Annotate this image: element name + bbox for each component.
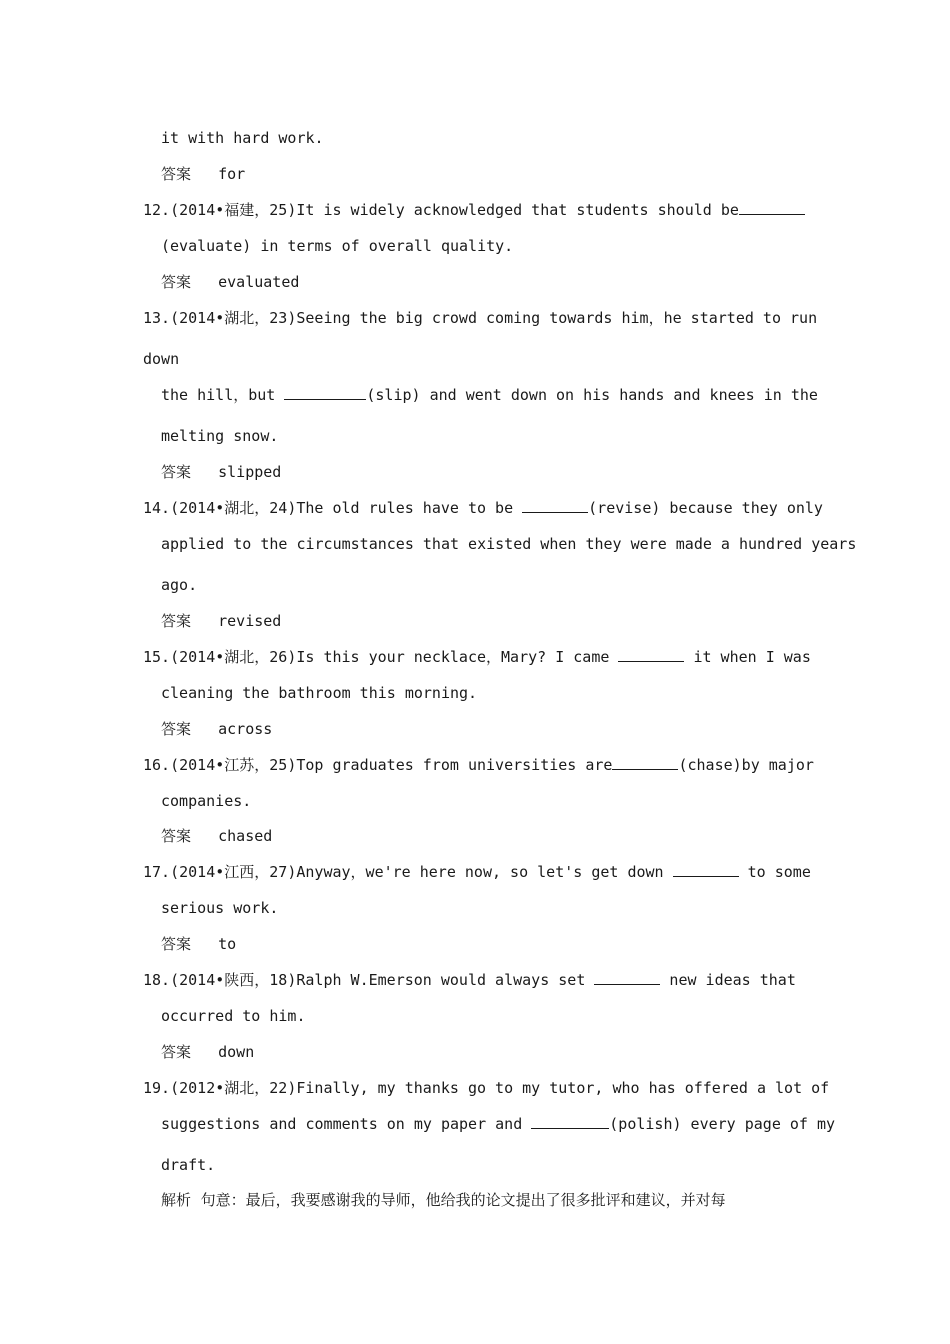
answer-row	[161, 934, 236, 954]
question-text: (slip) and went down on his hands and knees in the	[366, 386, 818, 404]
answer-blank	[284, 385, 366, 400]
question-number: 12.	[143, 201, 171, 219]
answer-value: chased	[218, 827, 273, 845]
analysis-text: 句意：最后，我要感谢我的导师，他给我的论文提出了很多批评和建议，并对每	[200, 1191, 726, 1209]
answer-blank	[618, 647, 684, 662]
question-text: (revise) because they only	[588, 499, 823, 517]
question-12	[143, 200, 805, 220]
answer-value: across	[218, 720, 273, 738]
answer-blank	[739, 200, 805, 215]
question-text-line: companies.	[161, 792, 252, 810]
question-number: 19.	[143, 1079, 171, 1097]
answer-row	[161, 826, 272, 846]
question-text: (polish) every page of my	[609, 1115, 836, 1133]
question-text: Seeing the big crowd coming towards him，he started to run	[296, 309, 818, 327]
answer-value: to	[218, 935, 237, 953]
question-text-line: ago.	[161, 576, 198, 594]
question-number: 17.	[143, 863, 171, 881]
question-source: (2014•江苏，25)	[170, 756, 297, 774]
analysis-label: 解析	[161, 1191, 192, 1209]
answer-value: slipped	[218, 463, 282, 481]
question-text-line: cleaning the bathroom this morning.	[161, 684, 478, 702]
question-19	[143, 1078, 829, 1098]
question-14	[143, 498, 823, 518]
answer-value: down	[218, 1043, 255, 1061]
question-17	[143, 862, 811, 882]
answer-row	[161, 164, 245, 184]
analysis-row	[161, 1190, 726, 1210]
question-text: to some	[738, 863, 811, 881]
question-text: The old rules have to be	[296, 499, 523, 517]
question-text-line: applied to the circumstances that existed when they were made a hundred years	[161, 535, 857, 553]
answer-row	[161, 719, 272, 739]
question-source: (2014•福建，25)	[170, 201, 297, 219]
answer-blank	[522, 498, 588, 513]
question-source: (2014•湖北，23)	[170, 309, 297, 327]
answer-blank	[612, 755, 678, 770]
answer-label: 答案	[161, 827, 192, 845]
question-source: (2014•湖北，26)	[170, 648, 297, 666]
answer-value: evaluated	[218, 273, 300, 291]
question-text-line: melting snow.	[161, 427, 279, 445]
question-source: (2014•陕西，18)	[170, 971, 297, 989]
answer-label: 答案	[161, 612, 192, 630]
question-number: 13.	[143, 309, 171, 327]
answer-label: 答案	[161, 165, 192, 183]
question-number: 14.	[143, 499, 171, 517]
question-number: 18.	[143, 971, 171, 989]
question-source: (2012•湖北，22)	[170, 1079, 297, 1097]
question-source: (2014•江西，27)	[170, 863, 297, 881]
answer-label: 答案	[161, 273, 192, 291]
question-text: Finally, my thanks go to my tutor, who has offered a lot of	[296, 1079, 830, 1097]
question-text: the hill，but	[161, 386, 285, 404]
question-16	[143, 755, 814, 775]
question-text-line	[161, 385, 818, 405]
question-text: it when I was	[684, 648, 811, 666]
question-text-line: serious work.	[161, 899, 279, 917]
question-number: 16.	[143, 756, 171, 774]
question-text: Is this your necklace，Mary? I came	[296, 648, 619, 666]
question-15	[143, 647, 811, 667]
answer-label: 答案	[161, 720, 192, 738]
question-text-line: (evaluate) in terms of overall quality.	[161, 237, 514, 255]
question-text: suggestions and comments on my paper and	[161, 1115, 532, 1133]
question-text: Ralph W.Emerson would always set	[296, 971, 595, 989]
question-text: Top graduates from universities are	[296, 756, 613, 774]
question-18	[143, 970, 796, 990]
answer-value: for	[218, 165, 246, 183]
answer-row	[161, 462, 281, 482]
question-text-line: down	[143, 350, 180, 368]
question-text: Anyway，we're here now, so let's get down	[296, 863, 673, 881]
answer-label: 答案	[161, 1043, 192, 1061]
question-13	[143, 308, 817, 328]
question-text-line: occurred to him.	[161, 1007, 306, 1025]
answer-blank	[673, 862, 739, 877]
answer-row	[161, 272, 299, 292]
question-text-line: it with hard work.	[161, 129, 324, 147]
question-number: 15.	[143, 648, 171, 666]
answer-blank	[594, 970, 660, 985]
answer-row	[161, 1042, 254, 1062]
question-text: It is widely acknowledged that students should be	[296, 201, 739, 219]
question-source: (2014•湖北，24)	[170, 499, 297, 517]
answer-row	[161, 611, 281, 631]
answer-label: 答案	[161, 463, 192, 481]
question-text: new ideas that	[660, 971, 796, 989]
question-text-line: draft.	[161, 1156, 216, 1174]
question-text: (chase)by major	[678, 756, 814, 774]
answer-blank	[531, 1114, 609, 1129]
answer-value: revised	[218, 612, 282, 630]
answer-label: 答案	[161, 935, 192, 953]
question-text-line	[161, 1114, 835, 1134]
